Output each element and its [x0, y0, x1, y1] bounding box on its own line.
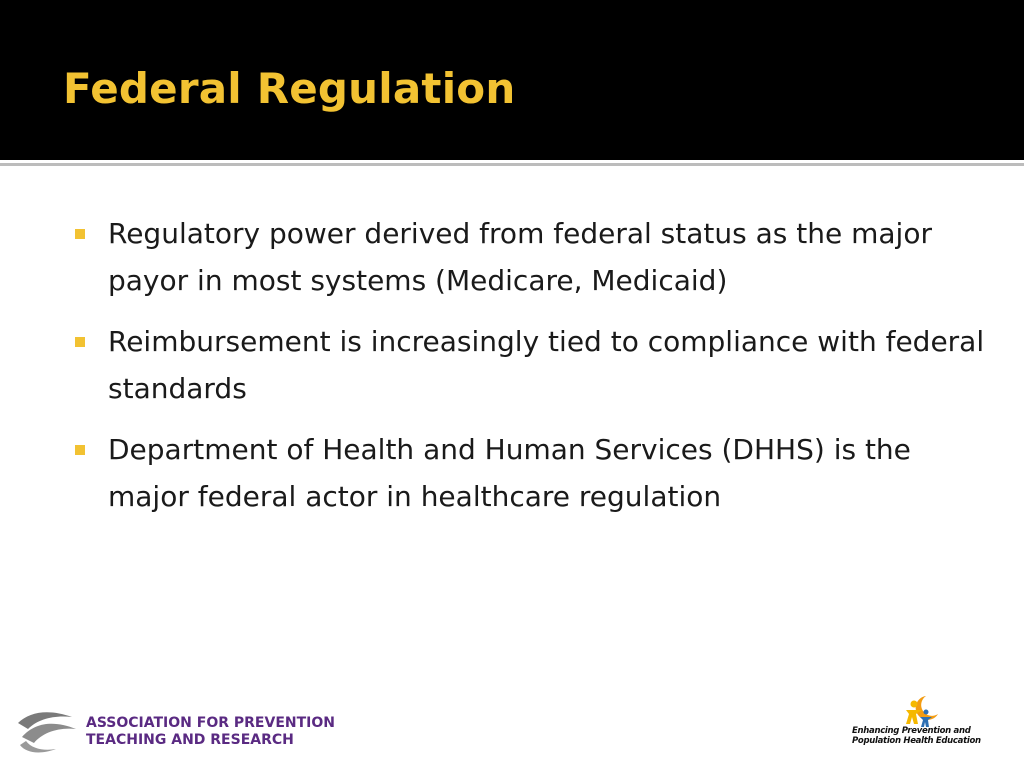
- slide-title: Federal Regulation: [63, 64, 516, 113]
- bullet-item: [72, 210, 992, 304]
- bullet-text: Reimbursement is increasingly tied to compliance with federal standards: [108, 325, 985, 405]
- org-name-line2: TEACHING AND RESEARCH: [86, 732, 294, 748]
- initiative-logo: [852, 690, 992, 756]
- initiative-line1: Enhancing Prevention and: [852, 726, 971, 736]
- bullet-text: Regulatory power derived from federal status as the major payor in most systems (Medicare, Medicaid): [108, 217, 932, 297]
- bullet-text: Department of Health and Human Services (DHHS) is the major federal actor in healthcare regulation: [108, 433, 911, 513]
- title-bar: [0, 0, 1024, 160]
- bullet-square-icon: [75, 445, 85, 455]
- org-name-line1: ASSOCIATION FOR PREVENTION: [86, 715, 335, 731]
- title-divider: [0, 163, 1024, 166]
- bullet-square-icon: [75, 229, 85, 239]
- swoosh-logo-icon: [16, 707, 78, 757]
- bullet-item: [72, 318, 992, 412]
- initiative-name: [852, 726, 992, 746]
- bullet-item: [72, 426, 992, 520]
- sun-people-logo-icon: [896, 692, 944, 730]
- organization-name: [86, 715, 335, 749]
- initiative-line2: Population Health Education: [852, 736, 981, 746]
- bullet-square-icon: [75, 337, 85, 347]
- organization-logo: [16, 704, 335, 760]
- bullet-list: [72, 210, 992, 534]
